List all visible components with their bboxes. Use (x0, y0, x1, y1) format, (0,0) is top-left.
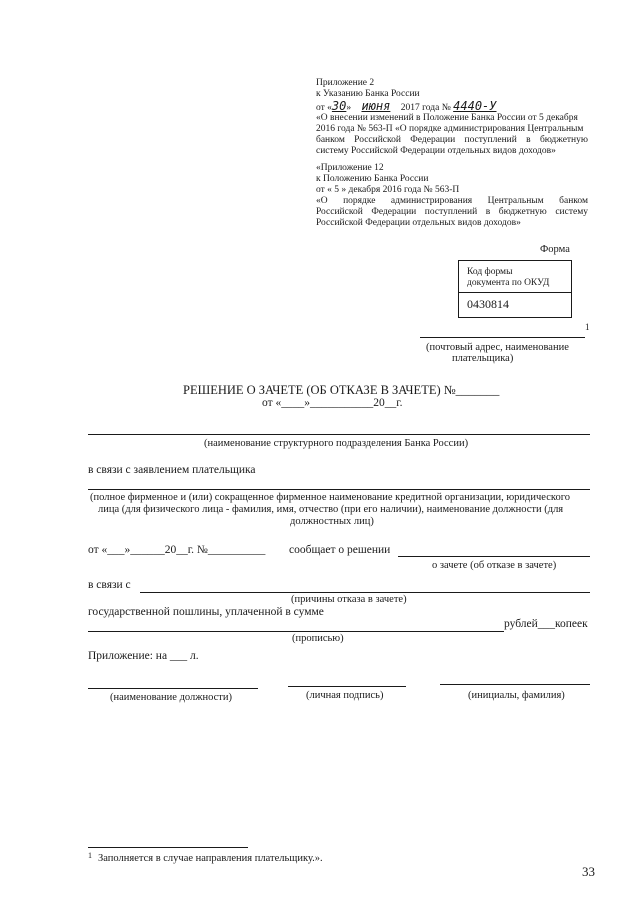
appendix-12-ref: к Положению Банка России (316, 174, 429, 184)
date-prefix: от « (316, 103, 332, 113)
okud-label-1: Код формы (467, 267, 513, 277)
appendix-2-line-5: 2016 года № 563-П «О порядке администрирования Центральным (316, 124, 584, 134)
payer-caption-3: должностных лиц) (290, 516, 374, 527)
footnote-ref: 1 (585, 322, 590, 332)
appendix-12-title: «Приложение 12 (316, 163, 384, 173)
number-prefix: года № (422, 103, 451, 113)
address-caption-2: плательщика) (452, 353, 514, 364)
document-date-line: от «____»___________20__г. (262, 397, 403, 409)
signature-line (288, 686, 406, 687)
appendix-12-line-4: «О порядке администрирования Центральным банком (316, 196, 588, 206)
payer-line (88, 489, 590, 490)
initials-caption: (инициалы, фамилия) (468, 690, 565, 701)
okud-divider (459, 292, 571, 293)
position-caption: (наименование должности) (110, 692, 233, 703)
state-duty-text: государственной пошлины, уплаченной в сумме (88, 606, 324, 618)
payer-caption-2: лица (для физического лица - фамилия, имя, отчество (при его наличии), наименование должности (для (98, 504, 564, 515)
in-connection-with: в связи с (88, 579, 131, 591)
decision-line (398, 556, 590, 557)
appendix-12-line-5: Российской Федерации поступлений в бюджетную систему (316, 207, 588, 217)
page-number: 33 (582, 864, 595, 879)
decision-caption: о зачете (об отказе в зачете) (432, 560, 557, 571)
appendix-2-ref: к Указанию Банка России (316, 89, 420, 99)
division-caption: (наименование структурного подразделения Банка России) (204, 438, 469, 449)
in-words-caption: (прописью) (292, 633, 344, 644)
handwritten-day: 30 (331, 99, 347, 113)
appendix-12-date: от « 5 » декабря 2016 года № 563-П (316, 185, 460, 195)
address-caption-1: (почтовый адрес, наименование (426, 342, 569, 353)
appendix-2-title: Приложение 2 (316, 78, 375, 88)
appendix-2-line-6: банком Российской Федерации поступлений в бюджетную (316, 135, 588, 145)
reports-decision: сообщает о решении (289, 544, 391, 556)
year: 2017 (400, 103, 420, 113)
payer-caption-1: (полное фирменное и (или) сокращенное фирменное наименование кредитной организации, юридического (90, 492, 570, 503)
document-title: РЕШЕНИЕ О ЗАЧЕТЕ (ОБ ОТКАЗЕ В ЗАЧЕТЕ) №_______ (183, 383, 500, 397)
footnote-text: Заполняется в случае направления плательщику.». (98, 853, 323, 864)
appendix-2-line-4: «О внесении изменений в Положение Банка России от 5 декабря (316, 113, 578, 123)
appendix-12-line-6: Российской Федерации отдельных видов доходов» (316, 218, 521, 228)
date-mid: » (346, 103, 352, 113)
form-label: Форма (540, 244, 570, 255)
division-line (88, 434, 590, 435)
appendix-2-line-7: систему Российской Федерации отдельных видов доходов» (316, 146, 556, 156)
okud-code-box (458, 260, 572, 318)
okud-label-2: документа по ОКУД (467, 278, 550, 288)
statement-text: в связи с заявлением плательщика (88, 464, 256, 476)
amount-line (88, 631, 504, 632)
signature-caption: (личная подпись) (306, 690, 384, 701)
footnote-mark: 1 (88, 851, 92, 860)
from-line: от «___»______20__г. №__________ (88, 544, 266, 556)
rubles-kopecks: рублей___копеек (504, 618, 588, 630)
attachment-line: Приложение: на ___ л. (88, 650, 199, 662)
handwritten-number: 4440-У (453, 99, 497, 113)
handwritten-month: июня (361, 99, 391, 113)
address-line (420, 337, 585, 338)
reason-caption: (причины отказа в зачете) (291, 594, 407, 605)
initials-line (440, 684, 590, 685)
okud-code: 0430814 (467, 297, 509, 311)
reason-line (140, 592, 590, 593)
position-line (88, 688, 258, 689)
footnote-separator (88, 847, 248, 848)
